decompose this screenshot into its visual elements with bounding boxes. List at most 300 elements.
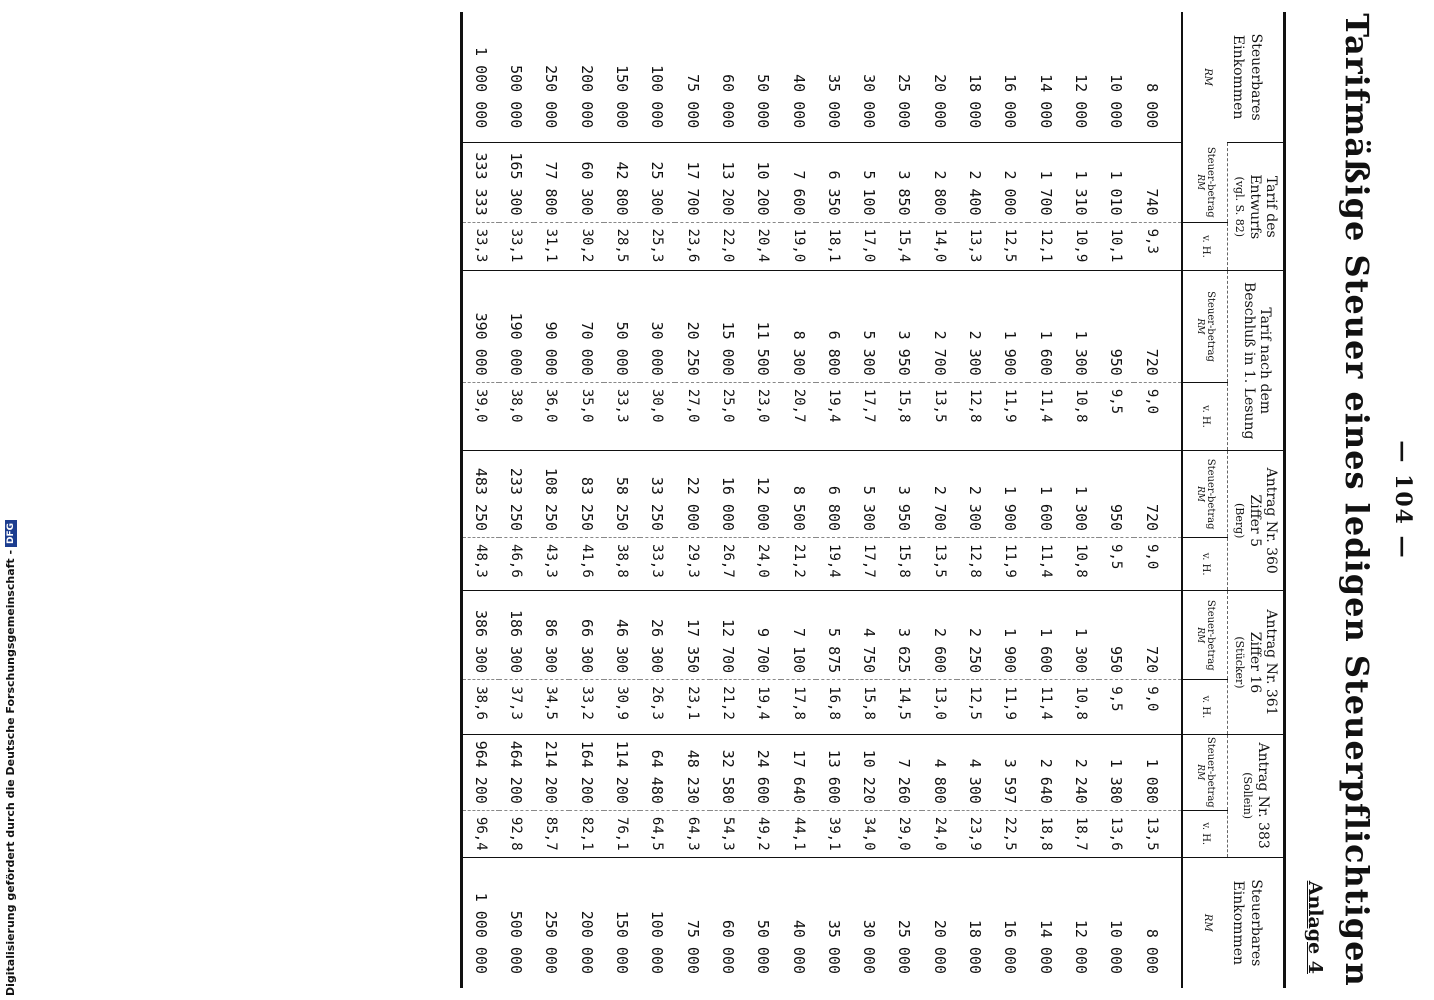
table-row bbox=[1134, 12, 1182, 988]
amount-subheader bbox=[1182, 271, 1228, 383]
amount-cell: 2 640 bbox=[1028, 734, 1063, 810]
income-cell: 10 000 bbox=[1099, 857, 1134, 988]
amount-cell: 50 000 bbox=[604, 271, 639, 383]
amount-cell: 1 600 bbox=[1028, 591, 1063, 680]
amount-cell: 3 950 bbox=[887, 451, 922, 538]
amount-cell: 90 000 bbox=[534, 271, 569, 383]
amount-cell: 1 900 bbox=[993, 451, 1028, 538]
amount-cell: 333 333 bbox=[462, 143, 499, 222]
group-title: Tarif nach dem Beschluß in 1. Lesung bbox=[1240, 282, 1273, 440]
percent-cell: 26,7 bbox=[710, 538, 745, 591]
amount-cell: 12 000 bbox=[746, 451, 781, 538]
percent-cell: 21,2 bbox=[781, 538, 816, 591]
page-number: — 104 — bbox=[1390, 440, 1416, 560]
amount-cell: 30 000 bbox=[640, 271, 675, 383]
percent-cell: 9,0 bbox=[1134, 538, 1182, 591]
amount-cell: 1 310 bbox=[1063, 143, 1098, 222]
amount-subheader-label: Steuer-betrag bbox=[1205, 146, 1217, 218]
percent-cell: 26,3 bbox=[640, 680, 675, 735]
percent-cell: 13,0 bbox=[922, 680, 957, 735]
percent-cell: 24,0 bbox=[922, 810, 957, 857]
amount-cell: 1 300 bbox=[1063, 591, 1098, 680]
percent-cell: 16,8 bbox=[816, 680, 851, 735]
income-cell: 100 000 bbox=[640, 857, 675, 988]
percent-cell: 38,0 bbox=[499, 382, 534, 450]
income-header-right bbox=[1182, 857, 1284, 988]
percent-cell: 13,5 bbox=[922, 382, 957, 450]
amount-cell: 3 625 bbox=[887, 591, 922, 680]
amount-cell: 2 250 bbox=[957, 591, 992, 680]
percent-cell: 25,0 bbox=[710, 382, 745, 450]
percent-cell: 12,5 bbox=[957, 680, 992, 735]
percent-cell: 9,3 bbox=[1134, 222, 1182, 271]
income-cell: 12 000 bbox=[1071, 74, 1090, 129]
percent-cell: 85,7 bbox=[534, 810, 569, 857]
percent-cell: 44,1 bbox=[781, 810, 816, 857]
amount-subheader bbox=[1182, 591, 1228, 680]
amount-cell: 64 480 bbox=[640, 734, 675, 810]
amount-cell: 190 000 bbox=[499, 271, 534, 383]
percent-cell: 21,2 bbox=[710, 680, 745, 735]
income-header-left bbox=[1182, 12, 1284, 143]
percent-cell: 9,0 bbox=[1134, 382, 1182, 450]
income-cell: 60 000 bbox=[718, 74, 737, 129]
amount-cell: 13 200 bbox=[710, 143, 745, 222]
amount-cell: 10 200 bbox=[746, 143, 781, 222]
percent-cell: 12,1 bbox=[1028, 222, 1063, 271]
group-header-lesung bbox=[1228, 271, 1285, 451]
percent-cell: 43,3 bbox=[534, 538, 569, 591]
amount-subheader bbox=[1182, 451, 1228, 538]
percent-cell: 20,4 bbox=[746, 222, 781, 271]
amount-subheader-label: Steuer-betrag bbox=[1205, 736, 1217, 808]
percent-cell: 30,0 bbox=[640, 382, 675, 450]
percent-cell: 15,8 bbox=[887, 538, 922, 591]
percent-cell: 33,1 bbox=[499, 222, 534, 271]
amount-cell: 1 600 bbox=[1028, 451, 1063, 538]
amount-cell: 1 700 bbox=[1028, 143, 1063, 222]
amount-cell: 3 950 bbox=[887, 271, 922, 383]
amount-cell: 77 800 bbox=[534, 143, 569, 222]
percent-cell: 18,1 bbox=[816, 222, 851, 271]
percent-cell: 29,0 bbox=[887, 810, 922, 857]
table-row bbox=[922, 12, 957, 988]
amount-cell: 1 010 bbox=[1099, 143, 1134, 222]
percent-cell: 82,1 bbox=[569, 810, 604, 857]
percent-cell: 36,0 bbox=[534, 382, 569, 450]
percent-cell: 15,8 bbox=[887, 382, 922, 450]
percent-cell: 13,5 bbox=[922, 538, 957, 591]
table-row bbox=[1063, 12, 1098, 988]
amount-cell: 42 800 bbox=[604, 143, 639, 222]
amount-cell: 464 200 bbox=[499, 734, 534, 810]
amount-cell: 390 000 bbox=[462, 271, 499, 383]
table-row bbox=[816, 12, 851, 988]
percent-cell: 19,4 bbox=[746, 680, 781, 735]
percent-cell: 19,4 bbox=[816, 538, 851, 591]
amount-cell: 2 000 bbox=[993, 143, 1028, 222]
percent-subheader: v. H. bbox=[1182, 222, 1228, 271]
amount-cell: 15 000 bbox=[710, 271, 745, 383]
percent-cell: 76,1 bbox=[604, 810, 639, 857]
percent-cell: 48,3 bbox=[462, 538, 499, 591]
amount-cell: 17 640 bbox=[781, 734, 816, 810]
table-body bbox=[462, 12, 1182, 988]
percent-cell: 96,4 bbox=[462, 810, 499, 857]
income-cell: 150 000 bbox=[604, 857, 639, 988]
amount-cell: 233 250 bbox=[499, 451, 534, 538]
percent-cell: 33,3 bbox=[640, 538, 675, 591]
amount-cell: 46 300 bbox=[604, 591, 639, 680]
percent-cell: 38,8 bbox=[604, 538, 639, 591]
income-cell: 8 000 bbox=[1134, 857, 1182, 988]
amount-cell: 5 300 bbox=[852, 451, 887, 538]
percent-cell: 92,8 bbox=[499, 810, 534, 857]
amount-cell: 22 000 bbox=[675, 451, 710, 538]
amount-subheader-unit: RM bbox=[1194, 174, 1205, 191]
amount-cell: 26 300 bbox=[640, 591, 675, 680]
amount-cell: 1 900 bbox=[993, 591, 1028, 680]
income-cell: 1 000 000 bbox=[462, 12, 499, 143]
percent-cell: 25,3 bbox=[640, 222, 675, 271]
amount-cell: 950 bbox=[1099, 591, 1134, 680]
percent-cell: 17,7 bbox=[852, 382, 887, 450]
amount-cell: 17 700 bbox=[675, 143, 710, 222]
amount-cell: 6 350 bbox=[816, 143, 851, 222]
table-row bbox=[710, 12, 745, 988]
percent-cell: 11,4 bbox=[1028, 680, 1063, 735]
percent-cell: 39,1 bbox=[816, 810, 851, 857]
amount-cell: 2 240 bbox=[1063, 734, 1098, 810]
percent-cell: 14,0 bbox=[922, 222, 957, 271]
amount-cell: 83 250 bbox=[569, 451, 604, 538]
table-row bbox=[675, 12, 710, 988]
amount-cell: 7 260 bbox=[887, 734, 922, 810]
percent-cell: 34,5 bbox=[534, 680, 569, 735]
percent-cell: 11,9 bbox=[993, 382, 1028, 450]
amount-cell: 70 000 bbox=[569, 271, 604, 383]
income-cell: 1 000 000 bbox=[462, 857, 499, 988]
income-cell: 150 000 bbox=[613, 65, 632, 129]
table-row bbox=[887, 12, 922, 988]
table-row bbox=[640, 12, 675, 988]
amount-cell: 165 300 bbox=[499, 143, 534, 222]
group-subtitle: (Stücker) bbox=[1232, 636, 1246, 689]
amount-cell: 7 100 bbox=[781, 591, 816, 680]
amount-subheader bbox=[1182, 734, 1228, 810]
income-cell: 75 000 bbox=[675, 857, 710, 988]
amount-cell: 2 300 bbox=[957, 271, 992, 383]
income-cell: 30 000 bbox=[852, 857, 887, 988]
amount-cell: 1 300 bbox=[1063, 451, 1098, 538]
percent-cell: 30,9 bbox=[604, 680, 639, 735]
percent-subheader: v. H. bbox=[1182, 810, 1228, 857]
amount-subheader bbox=[1182, 143, 1228, 222]
income-cell: 35 000 bbox=[816, 857, 851, 988]
percent-cell: 27,0 bbox=[675, 382, 710, 450]
table-row bbox=[1028, 12, 1063, 988]
percent-cell: 23,9 bbox=[957, 810, 992, 857]
income-cell: 14 000 bbox=[1036, 74, 1055, 129]
percent-cell: 10,8 bbox=[1063, 680, 1098, 735]
percent-cell: 23,0 bbox=[746, 382, 781, 450]
amount-cell: 2 600 bbox=[922, 591, 957, 680]
income-cell: 12 000 bbox=[1063, 857, 1098, 988]
amount-subheader-unit: RM bbox=[1194, 627, 1205, 644]
amount-cell: 720 bbox=[1134, 271, 1182, 383]
income-cell: 200 000 bbox=[577, 65, 596, 129]
percent-cell: 28,5 bbox=[604, 222, 639, 271]
percent-cell: 10,8 bbox=[1063, 382, 1098, 450]
percent-cell: 33,3 bbox=[462, 222, 499, 271]
group-header-antrag-361 bbox=[1228, 591, 1285, 734]
income-cell: 75 000 bbox=[683, 74, 702, 129]
percent-cell: 10,1 bbox=[1099, 222, 1134, 271]
group-subtitle: (Berg) bbox=[1232, 502, 1246, 539]
percent-cell: 11,9 bbox=[993, 538, 1028, 591]
income-cell: 40 000 bbox=[789, 74, 808, 129]
percent-cell: 17,8 bbox=[781, 680, 816, 735]
group-title: Antrag Nr. 361 Ziffer 16 bbox=[1246, 609, 1279, 716]
percent-cell: 10,8 bbox=[1063, 538, 1098, 591]
income-cell: 50 000 bbox=[754, 74, 773, 129]
amount-cell: 2 400 bbox=[957, 143, 992, 222]
percent-cell: 38,6 bbox=[462, 680, 499, 735]
amount-cell: 2 800 bbox=[922, 143, 957, 222]
group-title: Tarif des Entwurfs bbox=[1246, 174, 1279, 240]
amount-subheader-unit: RM bbox=[1194, 486, 1205, 503]
amount-cell: 1 380 bbox=[1099, 734, 1134, 810]
income-cell: 500 000 bbox=[507, 65, 526, 129]
amount-cell: 5 300 bbox=[852, 271, 887, 383]
amount-cell: 386 300 bbox=[462, 591, 499, 680]
income-cell: 25 000 bbox=[895, 74, 914, 129]
percent-cell: 13,3 bbox=[957, 222, 992, 271]
amount-subheader-label: Steuer-betrag bbox=[1205, 458, 1217, 530]
percent-cell: 12,5 bbox=[993, 222, 1028, 271]
percent-cell: 15,8 bbox=[852, 680, 887, 735]
amount-cell: 164 200 bbox=[569, 734, 604, 810]
income-cell: 20 000 bbox=[930, 74, 949, 129]
percent-cell: 23,6 bbox=[675, 222, 710, 271]
amount-cell: 58 250 bbox=[604, 451, 639, 538]
amount-cell: 17 350 bbox=[675, 591, 710, 680]
percent-cell: 33,2 bbox=[569, 680, 604, 735]
amount-cell: 950 bbox=[1099, 451, 1134, 538]
percent-subheader: v. H. bbox=[1182, 538, 1228, 591]
income-header-unit: RM bbox=[1202, 913, 1214, 932]
percent-cell: 24,0 bbox=[746, 538, 781, 591]
income-cell: 18 000 bbox=[966, 74, 985, 129]
amount-cell: 720 bbox=[1134, 591, 1182, 680]
percent-cell: 30,2 bbox=[569, 222, 604, 271]
amount-cell: 48 230 bbox=[675, 734, 710, 810]
table-row bbox=[569, 12, 604, 988]
percent-cell: 14,5 bbox=[887, 680, 922, 735]
group-title: Antrag Nr. 360 Ziffer 5 bbox=[1246, 467, 1279, 574]
amount-cell: 214 200 bbox=[534, 734, 569, 810]
percent-cell: 10,9 bbox=[1063, 222, 1098, 271]
percent-cell: 9,0 bbox=[1134, 680, 1182, 735]
amount-cell: 20 250 bbox=[675, 271, 710, 383]
percent-subheader: v. H. bbox=[1182, 680, 1228, 735]
income-cell: 14 000 bbox=[1028, 857, 1063, 988]
amount-cell: 8 500 bbox=[781, 451, 816, 538]
amount-cell: 108 250 bbox=[534, 451, 569, 538]
percent-cell: 39,0 bbox=[462, 382, 499, 450]
amount-cell: 4 300 bbox=[957, 734, 992, 810]
amount-cell: 3 597 bbox=[993, 734, 1028, 810]
income-cell: 200 000 bbox=[569, 857, 604, 988]
amount-cell: 1 080 bbox=[1134, 734, 1182, 810]
group-header-antrag-383 bbox=[1228, 734, 1285, 857]
amount-cell: 10 220 bbox=[852, 734, 887, 810]
income-cell: 8 000 bbox=[1134, 12, 1182, 143]
digitization-credit bbox=[4, 520, 17, 996]
amount-cell: 13 600 bbox=[816, 734, 851, 810]
amount-cell: 720 bbox=[1134, 451, 1182, 538]
dfg-logo: DFG bbox=[5, 520, 17, 547]
income-cell: 10 000 bbox=[1107, 74, 1126, 129]
group-subtitle: (vgl. S. 82) bbox=[1232, 176, 1246, 238]
amount-cell: 8 300 bbox=[781, 271, 816, 383]
income-header-label: Steuerbares Einkommen bbox=[1229, 33, 1264, 121]
income-cell: 40 000 bbox=[781, 857, 816, 988]
amount-cell: 9 700 bbox=[746, 591, 781, 680]
amount-cell: 7 600 bbox=[781, 143, 816, 222]
percent-cell: 19,4 bbox=[816, 382, 851, 450]
table-row bbox=[534, 12, 569, 988]
percent-cell: 12,8 bbox=[957, 382, 992, 450]
percent-cell: 41,6 bbox=[569, 538, 604, 591]
tax-table bbox=[460, 12, 1286, 988]
amount-cell: 1 300 bbox=[1063, 271, 1098, 383]
amount-cell: 24 600 bbox=[746, 734, 781, 810]
income-cell: 50 000 bbox=[746, 857, 781, 988]
percent-cell: 11,4 bbox=[1028, 538, 1063, 591]
percent-cell: 12,8 bbox=[957, 538, 992, 591]
amount-cell: 32 580 bbox=[710, 734, 745, 810]
income-header-unit: RM bbox=[1202, 68, 1214, 87]
percent-cell: 49,2 bbox=[746, 810, 781, 857]
table-row bbox=[604, 12, 639, 988]
percent-cell: 34,0 bbox=[852, 810, 887, 857]
page-title: Tarifmäßige Steuer eines ledigen Steuerpflichtigen bbox=[1338, 13, 1376, 987]
amount-cell: 2 300 bbox=[957, 451, 992, 538]
amount-cell: 66 300 bbox=[569, 591, 604, 680]
percent-cell: 9,5 bbox=[1099, 538, 1134, 591]
amount-subheader-unit: RM bbox=[1194, 318, 1205, 335]
amount-cell: 740 bbox=[1134, 143, 1182, 222]
amount-cell: 3 850 bbox=[887, 143, 922, 222]
table-header-sub-row bbox=[1182, 12, 1228, 988]
table-row bbox=[957, 12, 992, 988]
percent-cell: 64,3 bbox=[675, 810, 710, 857]
percent-cell: 17,7 bbox=[852, 538, 887, 591]
amount-cell: 25 300 bbox=[640, 143, 675, 222]
percent-cell: 29,3 bbox=[675, 538, 710, 591]
amount-cell: 60 300 bbox=[569, 143, 604, 222]
percent-cell: 64,5 bbox=[640, 810, 675, 857]
amount-cell: 4 750 bbox=[852, 591, 887, 680]
income-cell: 25 000 bbox=[887, 857, 922, 988]
credit-text: Digitalisierung gefördert durch die Deutsche Forschungsgemeinschaft - bbox=[4, 549, 17, 996]
amount-cell: 114 200 bbox=[604, 734, 639, 810]
percent-cell: 18,8 bbox=[1028, 810, 1063, 857]
group-subtitle: (Sollein) bbox=[1240, 772, 1254, 820]
percent-cell: 46,6 bbox=[499, 538, 534, 591]
amount-subheader-unit: RM bbox=[1194, 764, 1205, 781]
percent-cell: 15,4 bbox=[887, 222, 922, 271]
amount-cell: 33 250 bbox=[640, 451, 675, 538]
amount-cell: 1 600 bbox=[1028, 271, 1063, 383]
table-row bbox=[746, 12, 781, 988]
amount-cell: 5 100 bbox=[852, 143, 887, 222]
income-cell: 30 000 bbox=[860, 74, 879, 129]
amount-cell: 6 800 bbox=[816, 271, 851, 383]
income-cell: 18 000 bbox=[957, 857, 992, 988]
table-row bbox=[499, 12, 534, 988]
percent-cell: 9,5 bbox=[1099, 382, 1134, 450]
amount-subheader-label: Steuer-betrag bbox=[1205, 291, 1217, 362]
amount-cell: 16 000 bbox=[710, 451, 745, 538]
percent-cell: 54,3 bbox=[710, 810, 745, 857]
amount-cell: 5 875 bbox=[816, 591, 851, 680]
amount-cell: 6 800 bbox=[816, 451, 851, 538]
table-row bbox=[993, 12, 1028, 988]
percent-cell: 11,4 bbox=[1028, 382, 1063, 450]
percent-subheader: v. H. bbox=[1182, 382, 1228, 450]
table-row bbox=[781, 12, 816, 988]
amount-cell: 2 700 bbox=[922, 451, 957, 538]
income-cell: 250 000 bbox=[534, 857, 569, 988]
amount-cell: 2 700 bbox=[922, 271, 957, 383]
amount-cell: 86 300 bbox=[534, 591, 569, 680]
percent-cell: 35,0 bbox=[569, 382, 604, 450]
percent-cell: 17,0 bbox=[852, 222, 887, 271]
income-cell: 250 000 bbox=[542, 65, 561, 129]
amount-cell: 964 200 bbox=[462, 734, 499, 810]
group-header-entwurf bbox=[1228, 143, 1285, 271]
percent-cell: 11,9 bbox=[993, 680, 1028, 735]
income-cell: 500 000 bbox=[499, 857, 534, 988]
percent-cell: 13,5 bbox=[1134, 810, 1182, 857]
percent-cell: 18,7 bbox=[1063, 810, 1098, 857]
amount-cell: 11 500 bbox=[746, 271, 781, 383]
income-cell: 35 000 bbox=[824, 74, 843, 129]
amount-cell: 186 300 bbox=[499, 591, 534, 680]
percent-cell: 13,6 bbox=[1099, 810, 1134, 857]
table-row bbox=[462, 12, 499, 988]
annex-label: Anlage 4 bbox=[1304, 880, 1326, 974]
income-cell: 20 000 bbox=[922, 857, 957, 988]
table-row bbox=[1099, 12, 1134, 988]
group-header-antrag-360 bbox=[1228, 451, 1285, 591]
percent-cell: 20,7 bbox=[781, 382, 816, 450]
amount-cell: 1 900 bbox=[993, 271, 1028, 383]
group-title: Antrag Nr. 383 bbox=[1254, 742, 1271, 849]
income-cell: 100 000 bbox=[648, 65, 667, 129]
income-header-label: Steuerbares Einkommen bbox=[1229, 879, 1264, 967]
percent-cell: 19,0 bbox=[781, 222, 816, 271]
percent-cell: 31,1 bbox=[534, 222, 569, 271]
percent-cell: 33,3 bbox=[604, 382, 639, 450]
amount-cell: 12 700 bbox=[710, 591, 745, 680]
percent-cell: 22,5 bbox=[993, 810, 1028, 857]
income-cell: 16 000 bbox=[993, 857, 1028, 988]
amount-cell: 4 800 bbox=[922, 734, 957, 810]
table-header-group-row bbox=[1228, 12, 1285, 988]
